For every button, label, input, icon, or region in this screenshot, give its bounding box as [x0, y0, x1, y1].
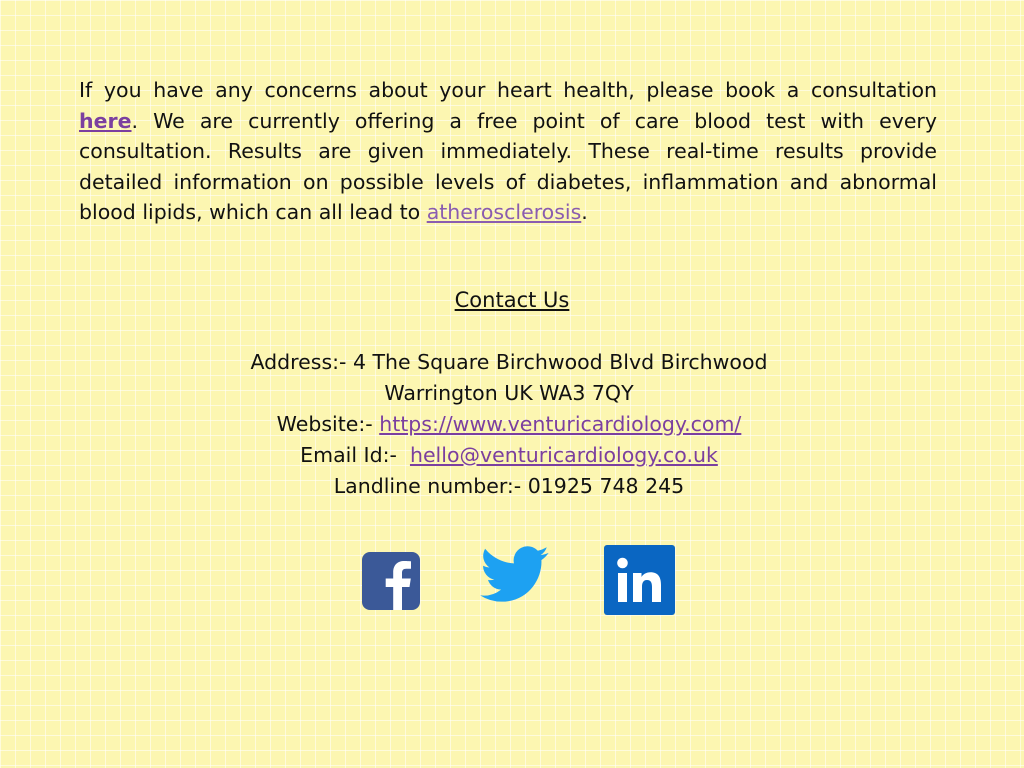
intro-text-middle: . We are currently offering a free point of care blood test with every consultation. Results are given immediately. These real-time results provide detailed information on possible levels of diabetes, inflammation and abnormal blood lipids, which can all lead to: [79, 108, 937, 225]
address-line-1: Address:- 4 The Square Birchwood Blvd Birchwood: [250, 350, 768, 374]
website-link[interactable]: https://www.venturicardiology.com/: [379, 412, 742, 436]
website-label: Website:-: [276, 412, 380, 436]
twitter-icon[interactable]: [480, 546, 550, 604]
contact-us-heading: Contact Us: [454, 288, 570, 312]
intro-text-end: .: [581, 200, 588, 225]
email-line: [0, 440, 1018, 471]
email-link[interactable]: hello@venturicardiology.co.uk: [409, 443, 718, 467]
intro-paragraph: [79, 75, 937, 228]
website-line: [0, 409, 1018, 440]
contact-details: [0, 347, 1018, 502]
linkedin-icon[interactable]: [604, 545, 675, 615]
social-links: [0, 540, 1024, 620]
book-consultation-link[interactable]: here: [79, 108, 132, 133]
email-label: Email Id:-: [300, 443, 410, 467]
intro-text-start: If you have any concerns about your heart health, please book a consultation: [79, 78, 937, 102]
landline-line: Landline number:- 01925 748 245: [333, 474, 685, 498]
atherosclerosis-link[interactable]: atherosclerosis: [426, 200, 582, 225]
address-line-2: Warrington UK WA3 7QY: [384, 381, 634, 405]
facebook-icon[interactable]: [362, 552, 420, 610]
